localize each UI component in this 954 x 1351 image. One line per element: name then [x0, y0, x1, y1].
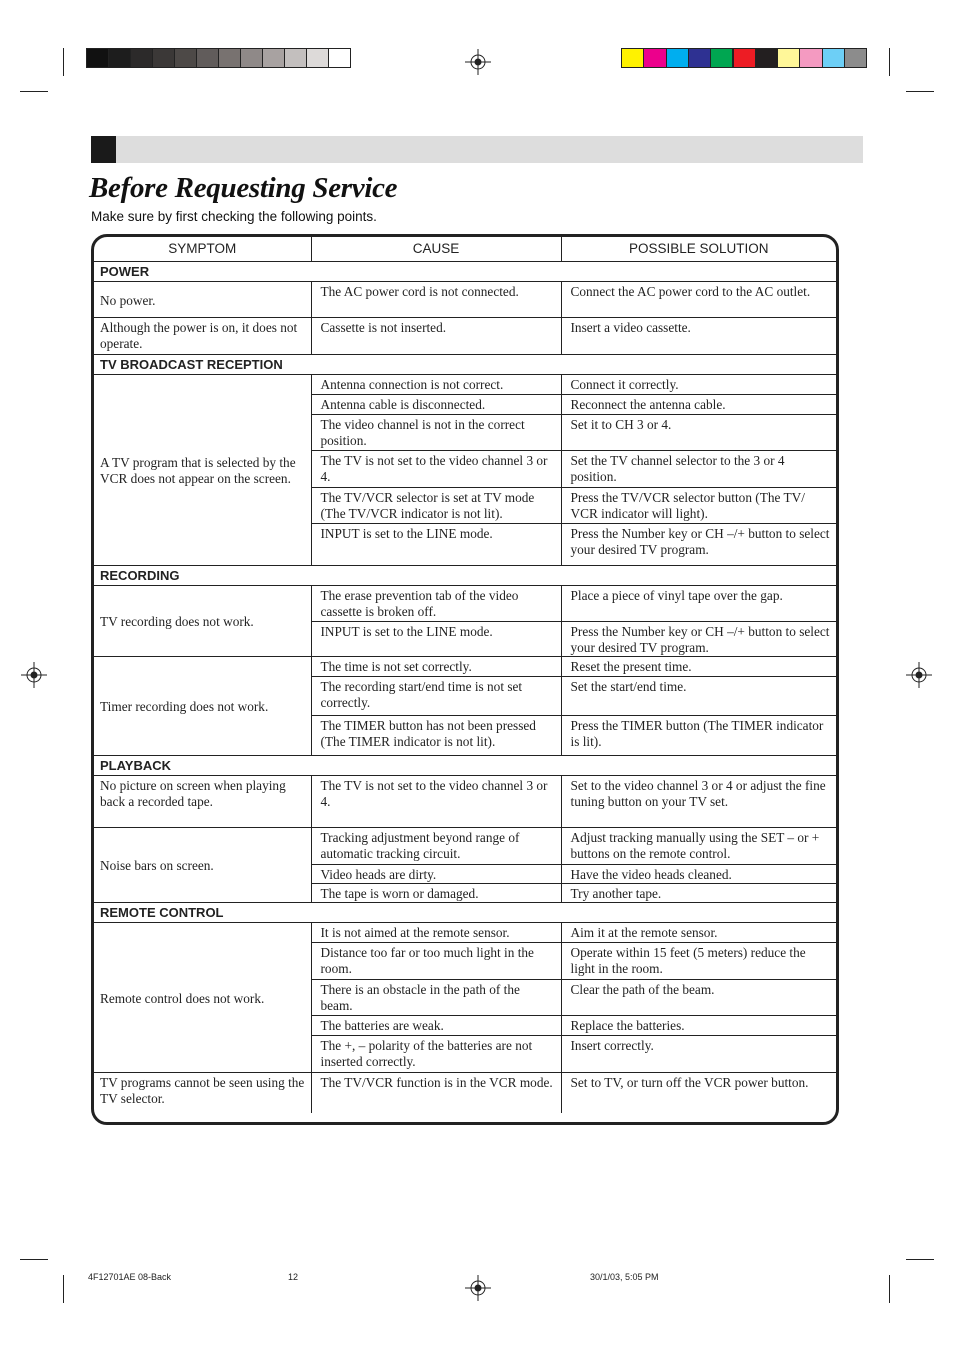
- color-swatch: [284, 48, 307, 68]
- color-swatch: [688, 48, 711, 68]
- cause-cell: The AC power cord is not connected.: [311, 282, 561, 318]
- cause-cell: Distance too far or too much light in the room.: [311, 943, 561, 980]
- section-heading-playback: PLAYBACK: [94, 756, 836, 776]
- solution-cell: Operate within 15 feet (5 meters) reduce the light in the room.: [561, 943, 836, 980]
- cause-cell: Tracking adjustment beyond range of automatic tracking circuit.: [311, 828, 561, 865]
- cause-cell: It is not aimed at the remote sensor.: [311, 923, 561, 943]
- solution-cell: Set to the video channel 3 or 4 or adjust the fine tuning button on your TV set.: [561, 776, 836, 828]
- crop-mark: [889, 48, 890, 76]
- color-swatch: [822, 48, 845, 68]
- color-swatch: [710, 48, 733, 68]
- cause-cell: The TV is not set to the video channel 3 or 4.: [311, 451, 561, 488]
- header-cause: CAUSE: [311, 237, 561, 262]
- footer-file-name: 4F12701AE 08-Back: [88, 1272, 172, 1282]
- cause-cell: The video channel is not in the correct position.: [311, 415, 561, 451]
- cause-cell: The TIMER button has not been pressed (The TIMER indicator is not lit).: [311, 716, 561, 756]
- solution-cell: Aim it at the remote sensor.: [561, 923, 836, 943]
- symptom-cell: TV programs cannot be seen using the TV selector.: [94, 1073, 311, 1113]
- solution-cell: Adjust tracking manually using the SET – or + buttons on the remote control.: [561, 828, 836, 865]
- color-swatch: [844, 48, 867, 68]
- solution-cell: Press the TIMER button (The TIMER indicator is lit).: [561, 716, 836, 756]
- cause-cell: The tape is worn or damaged.: [311, 884, 561, 903]
- symptom-cell: TV recording does not work.: [94, 586, 311, 657]
- section-heading-remote-control: REMOTE CONTROL: [94, 903, 836, 923]
- cause-cell: Antenna connection is not correct.: [311, 375, 561, 395]
- solution-cell: Have the video heads cleaned.: [561, 865, 836, 884]
- cause-cell: Antenna cable is disconnected.: [311, 395, 561, 415]
- registration-mark-icon: [465, 1275, 491, 1301]
- footer-page-number: 12: [288, 1272, 299, 1282]
- section-header-block: [91, 136, 116, 163]
- solution-cell: Reset the present time.: [561, 657, 836, 677]
- cause-cell: The recording start/end time is not set correctly.: [311, 677, 561, 716]
- solution-cell: Set it to CH 3 or 4.: [561, 415, 836, 451]
- color-swatch: [733, 48, 756, 68]
- solution-cell: Try another tape.: [561, 884, 836, 903]
- registration-mark-icon: [21, 662, 47, 688]
- solution-cell: Insert correctly.: [561, 1036, 836, 1073]
- symptom-cell: No power.: [94, 282, 311, 318]
- color-swatch: [130, 48, 153, 68]
- cause-cell: The erase prevention tab of the video cassette is broken off.: [311, 586, 561, 622]
- troubleshooting-table: [91, 234, 839, 1125]
- solution-cell: Set the TV channel selector to the 3 or 4 position.: [561, 451, 836, 488]
- color-swatch: [86, 48, 109, 68]
- cause-cell: The time is not set correctly.: [311, 657, 561, 677]
- color-swatch: [777, 48, 800, 68]
- color-swatch: [328, 48, 351, 68]
- cause-cell: The TV/VCR selector is set at TV mode (The TV/VCR indicator is not lit).: [311, 488, 561, 524]
- cause-cell: The TV is not set to the video channel 3 or 4.: [311, 776, 561, 828]
- color-swatch: [262, 48, 285, 68]
- color-swatch: [108, 48, 131, 68]
- solution-cell: Press the TV/VCR selector button (The TV/ VCR indicator will light).: [561, 488, 836, 524]
- solution-cell: Replace the batteries.: [561, 1016, 836, 1036]
- section-heading-recording: RECORDING: [94, 566, 836, 586]
- cause-cell: Video heads are dirty.: [311, 865, 561, 884]
- color-swatch: [306, 48, 329, 68]
- cause-cell: INPUT is set to the LINE mode.: [311, 524, 561, 566]
- crop-mark: [20, 1259, 48, 1260]
- crop-mark: [906, 1259, 934, 1260]
- symptom-cell: Although the power is on, it does not operate.: [94, 318, 311, 355]
- table-header-row: [94, 237, 836, 262]
- solution-cell: Set the start/end time.: [561, 677, 836, 716]
- symptom-cell: Remote control does not work.: [94, 923, 311, 1073]
- crop-mark: [20, 91, 48, 92]
- registration-mark-icon: [465, 49, 491, 75]
- solution-cell: Press the Number key or CH –/+ button to select your desired TV program.: [561, 524, 836, 566]
- cause-cell: The +, – polarity of the batteries are not inserted correctly.: [311, 1036, 561, 1073]
- color-swatch: [666, 48, 689, 68]
- page-title: Before Requesting Service: [89, 172, 398, 204]
- cause-cell: INPUT is set to the LINE mode.: [311, 622, 561, 657]
- crop-mark: [906, 91, 934, 92]
- color-swatch: [218, 48, 241, 68]
- symptom-cell: No picture on screen when playing back a recorded tape.: [94, 776, 311, 828]
- solution-cell: Press the Number key or CH –/+ button to select your desired TV program.: [561, 622, 836, 657]
- solution-cell: Clear the path of the beam.: [561, 980, 836, 1016]
- solution-cell: Place a piece of vinyl tape over the gap.: [561, 586, 836, 622]
- cause-cell: There is an obstacle in the path of the beam.: [311, 980, 561, 1016]
- cause-cell: The TV/VCR function is in the VCR mode.: [311, 1073, 561, 1113]
- solution-cell: Connect it correctly.: [561, 375, 836, 395]
- section-header-bar: [91, 136, 863, 163]
- section-heading-power: POWER: [94, 262, 836, 282]
- symptom-cell: A TV program that is selected by the VCR does not appear on the screen.: [94, 375, 311, 566]
- crop-mark: [889, 1275, 890, 1303]
- color-swatch: [621, 48, 644, 68]
- color-swatch: [152, 48, 175, 68]
- cause-cell: The batteries are weak.: [311, 1016, 561, 1036]
- page-subtitle: Make sure by first checking the following points.: [91, 209, 377, 224]
- color-swatch: [196, 48, 219, 68]
- color-swatch: [799, 48, 822, 68]
- section-heading-tv-reception: TV BROADCAST RECEPTION: [94, 355, 836, 375]
- header-symptom: SYMPTOM: [94, 237, 311, 262]
- symptom-cell: Noise bars on screen.: [94, 828, 311, 903]
- footer-timestamp: 30/1/03, 5:05 PM: [590, 1272, 659, 1282]
- color-swatch: [643, 48, 666, 68]
- color-swatch: [240, 48, 263, 68]
- solution-cell: Reconnect the antenna cable.: [561, 395, 836, 415]
- color-swatch: [755, 48, 778, 68]
- color-swatch: [174, 48, 197, 68]
- crop-mark: [63, 1275, 64, 1303]
- symptom-cell: Timer recording does not work.: [94, 657, 311, 756]
- header-solution: POSSIBLE SOLUTION: [561, 237, 836, 262]
- solution-cell: Connect the AC power cord to the AC outlet.: [561, 282, 836, 318]
- cause-cell: Cassette is not inserted.: [311, 318, 561, 355]
- solution-cell: Set to TV, or turn off the VCR power button.: [561, 1073, 836, 1113]
- solution-cell: Insert a video cassette.: [561, 318, 836, 355]
- registration-mark-icon: [906, 662, 932, 688]
- crop-mark: [63, 48, 64, 76]
